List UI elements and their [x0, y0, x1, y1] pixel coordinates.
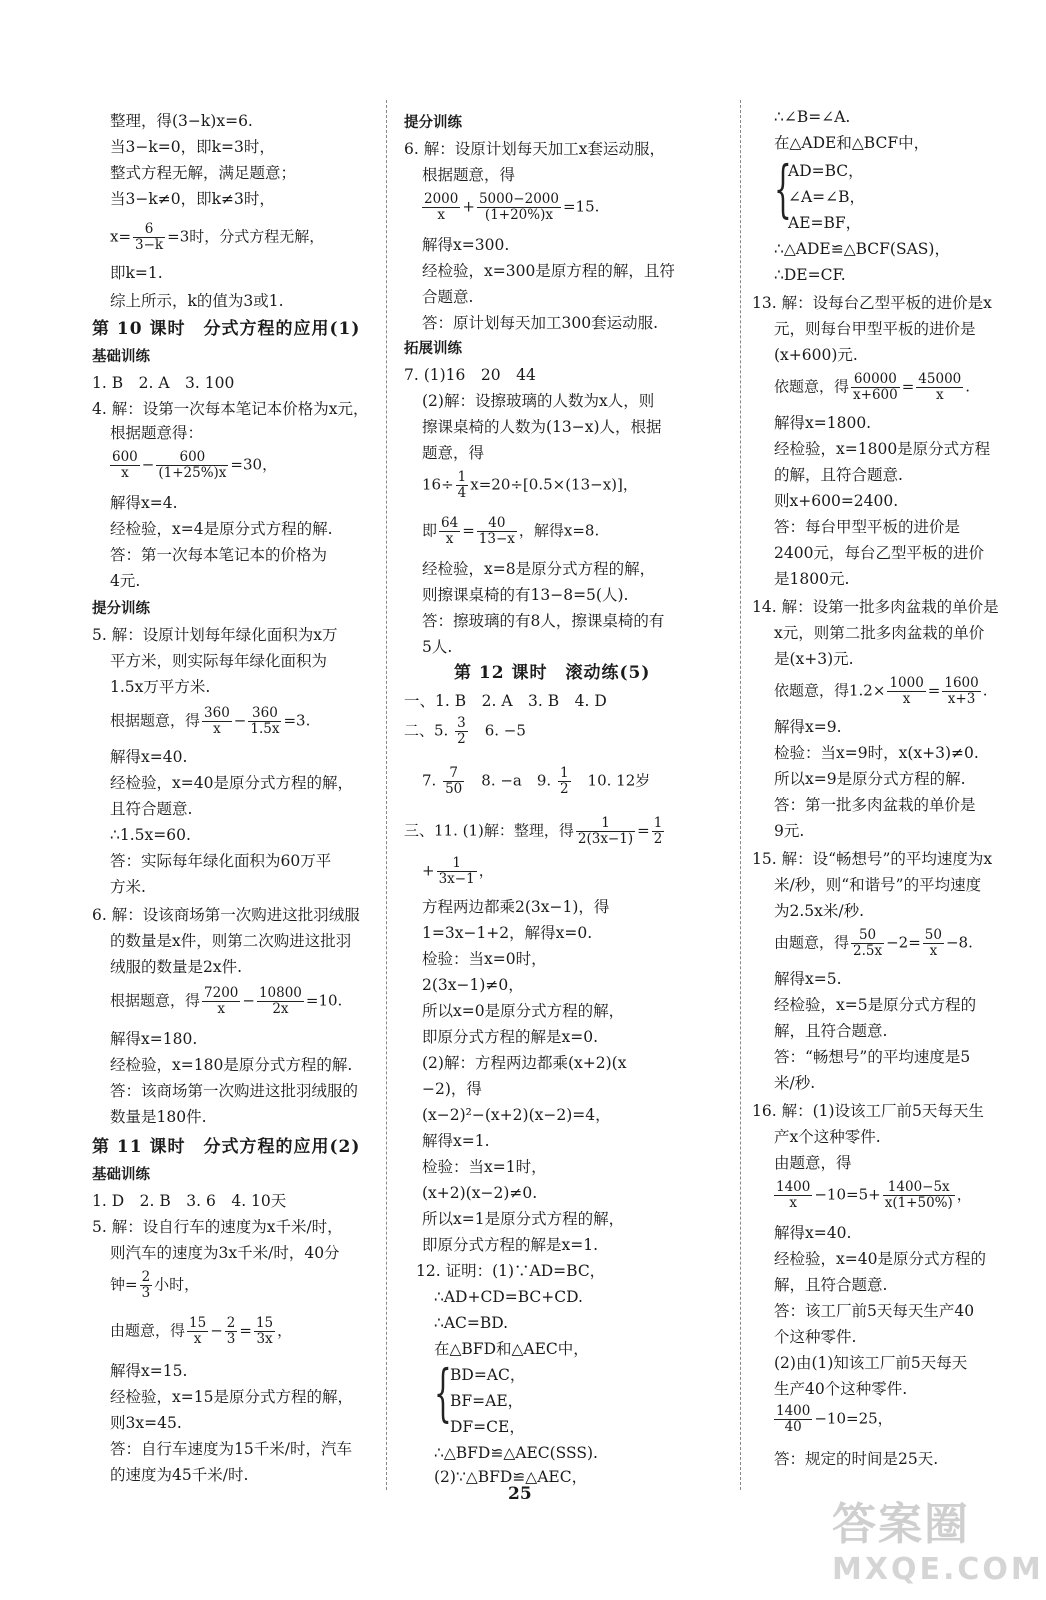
text-line: 5人. — [422, 638, 453, 656]
formula: $\frac{2000}{x}$ + $\frac{5000-2000}{(1+20\%)x}$ =15. — [424, 191, 600, 223]
text-line: 5. 解：设自行车的速度为x千米/时， — [92, 1218, 343, 1236]
text-line: 经检验，x=15是原分式方程的解， — [110, 1388, 353, 1406]
text-line: (2)解：设擦玻璃的人数为x人，则 — [422, 392, 655, 410]
text-line: 6. 解：设原计划每天加工x套运动服， — [404, 140, 665, 158]
text-line: 方程两边都乘2(3x−1)，得 — [422, 898, 610, 916]
text-line: 经检验，x=4是原分式方程的解. — [110, 520, 333, 538]
formula: 由题意，得 $\frac{50}{2.5x}$ −2= $\frac{50}{x}$ −8. — [774, 927, 973, 959]
text-line: 解得x=4. — [110, 494, 178, 512]
formula: $\frac{1400}{40}$ −10=25， — [776, 1403, 893, 1435]
text-line: 的速度为45千米/时. — [110, 1466, 249, 1484]
text-line: 解得x=15. — [110, 1362, 188, 1380]
text-line: 根据题意，得 — [422, 166, 516, 184]
text-line: DF=CE， — [450, 1418, 525, 1436]
text-line: AD=BC， — [788, 162, 864, 180]
subsection-heading: 提分训练 — [404, 114, 462, 131]
watermark-logo — [832, 1488, 1044, 1588]
text-line: ∴1.5x=60. — [110, 826, 191, 844]
text-line: 所以x=1是原分式方程的解， — [422, 1210, 625, 1228]
answer-line: 1. D 2. B 3. 6 4. 10天 — [92, 1192, 287, 1210]
text-line: 擦课桌椅的人数为(13−x)人，根据 — [422, 418, 662, 436]
text-line: 解，且符合题意. — [774, 1276, 888, 1294]
text-line: 个这种零件. — [774, 1328, 857, 1346]
text-line: 经检验，x=1800是原分式方程 — [774, 440, 991, 458]
text-line: 整式方程无解，满足题意； — [110, 164, 297, 182]
left-brace: { — [774, 152, 792, 225]
text-line: 13. 解：设每台乙型平板的进价是x — [752, 294, 992, 312]
column-separator-left — [386, 100, 387, 1490]
text-line: 答：“畅想号”的平均速度是5 — [774, 1048, 971, 1066]
text-line: 则3x=45. — [110, 1414, 182, 1432]
subsection-heading: 拓展训练 — [404, 340, 462, 357]
text-line: 的解，且符合题意. — [774, 466, 903, 484]
text-line: ∴AD+CD=BC+CD. — [434, 1288, 583, 1306]
text-line: 综上所示，k的值为3或1. — [110, 292, 284, 310]
formula: 根据题意，得 $\frac{7200}{x}$ − $\frac{10800}{2x}$ =10. — [110, 985, 343, 1017]
formula: + $\frac{1}{3x-1}$ ， — [422, 855, 494, 887]
text-line: BD=AC， — [450, 1366, 526, 1384]
text-line: 解得x=1800. — [774, 414, 872, 432]
watermark-text: 答案圈 — [832, 1499, 970, 1550]
text-line: 2(3x−1)≠0， — [422, 976, 524, 994]
answer-line: 一、1. B 2. A 3. B 4. D — [404, 692, 607, 710]
text-line: 绒服的数量是2x件. — [110, 958, 243, 976]
text-line: 16. 解：(1)设该工厂前5天每天生 — [752, 1102, 984, 1120]
text-line: 解得x=9. — [774, 718, 842, 736]
text-line: 答：原计划每天加工300套运动服. — [422, 314, 659, 332]
formula: $\frac{600}{x}$ − $\frac{600}{(1+25\%)x}$ =30， — [112, 449, 278, 481]
text-line: 则擦课桌椅的有13−8=5(人). — [422, 586, 629, 604]
text-line: 解得x=40. — [110, 748, 188, 766]
text-line: 经检验，x=180是原分式方程的解. — [110, 1056, 353, 1074]
text-line: 米/秒. — [774, 1074, 816, 1092]
text-line: (2)∵△BFD≌△AEC， — [434, 1468, 588, 1486]
formula: 根据题意，得 $\frac{360}{x}$ − $\frac{360}{1.5x}$ =3. — [110, 705, 311, 737]
text-line: 答：第一次每本笔记本的价格为 — [110, 546, 328, 564]
text-line: 所以x=0是原分式方程的解， — [422, 1002, 625, 1020]
formula: 16÷ $\frac{1}{4}$ x=20÷[0.5×(13−x)]， — [422, 469, 638, 501]
formula: 三、11. (1)解：整理，得 $\frac{1}{2(3x-1)}$ = $\frac{1}{2}$ — [404, 815, 663, 847]
text-line: 根据题意得： — [110, 424, 204, 442]
text-line: 即k=1. — [110, 264, 163, 282]
text-line: 合题意. — [422, 288, 474, 306]
text-line: 经检验，x=5是原分式方程的 — [774, 996, 977, 1014]
text-line: (2)由(1)知该工厂前5天每天 — [774, 1354, 968, 1372]
text-line: 数量是180件. — [110, 1108, 207, 1126]
formula: 依题意，得1.2× $\frac{1000}{x}$ = $\frac{1600}{x+3}$ . — [774, 675, 988, 707]
text-line: (2)解：方程两边都乘(x+2)(x — [422, 1054, 627, 1072]
text-line: 答：自行车速度为15千米/时，汽车 — [110, 1440, 352, 1458]
text-line: 当3−k=0，即k=3时， — [110, 138, 275, 156]
text-line: AE=BF， — [788, 214, 862, 232]
text-line: 整理，得(3−k)x=6. — [110, 112, 253, 130]
text-line: ∴AC=BD. — [434, 1314, 509, 1332]
text-line: 答：第一批多肉盆栽的单价是 — [774, 796, 976, 814]
text-line: 1=3x−1+2，解得x=0. — [422, 924, 593, 942]
text-line: 元，则每台甲型平板的进价是 — [774, 320, 976, 338]
text-line: 平方米，则实际每年绿化面积为 — [110, 652, 328, 670]
text-line: 经检验，x=300是原方程的解，且符 — [422, 262, 675, 280]
text-line: 7. (1)16 20 44 — [404, 366, 536, 384]
text-line: 即原分式方程的解是x=0. — [422, 1028, 599, 1046]
text-line: 是1800元. — [774, 570, 850, 588]
text-line: 答：该工厂前5天每天生产40 — [774, 1302, 975, 1320]
answer-line: 1. B 2. A 3. 100 — [92, 374, 235, 392]
text-line: 则汽车的速度为3x千米/时，40分 — [110, 1244, 340, 1262]
text-line: 解得x=40. — [774, 1224, 852, 1242]
text-line: 2400元，每台乙型平板的进价 — [774, 544, 984, 562]
text-line: 经检验，x=8是原分式方程的解， — [422, 560, 656, 578]
text-line: 即原分式方程的解是x=1. — [422, 1236, 599, 1254]
text-line: 15. 解：设“畅想号”的平均速度为x — [752, 850, 993, 868]
text-line: 解得x=5. — [774, 970, 842, 988]
text-line: (x−2)²−(x+2)(x−2)=4， — [422, 1106, 611, 1124]
text-line: 解得x=180. — [110, 1030, 198, 1048]
formula: 由题意，得 $\frac{15}{x}$ − $\frac{2}{3}$ = $\frac{15}{3x}$ ， — [110, 1315, 293, 1347]
text-line: 12. 证明：(1)∵AD=BC， — [416, 1262, 606, 1280]
text-line: 方米. — [110, 878, 146, 896]
text-line: 解得x=1. — [422, 1132, 490, 1150]
text-line: 解，且符合题意. — [774, 1022, 888, 1040]
page-number: 25 — [508, 1484, 532, 1504]
text-line: 当3−k≠0，即k≠3时， — [110, 190, 275, 208]
text-line: 14. 解：设第一批多肉盆栽的单价是 — [752, 598, 999, 616]
watermark-url: MXQE.COM — [832, 1552, 1044, 1587]
text-line: 检验：当x=0时， — [422, 950, 547, 968]
text-line: 经检验，x=40是原分式方程的 — [774, 1250, 986, 1268]
formula: x= $\frac{6}{3-k}$ =3时，分式方程无解， — [110, 221, 325, 253]
text-line: 4元. — [110, 572, 141, 590]
text-line: BF=AE， — [450, 1392, 524, 1410]
text-line: 检验：当x=9时，x(x+3)≠0. — [774, 744, 979, 762]
text-line: 9元. — [774, 822, 805, 840]
left-brace: { — [434, 1356, 452, 1429]
text-line: 产x个这种零件. — [774, 1128, 881, 1146]
text-line: (x+2)(x−2)≠0. — [422, 1184, 538, 1202]
text-line: 为2.5x米/秒. — [774, 902, 865, 920]
text-line: 则x+600=2400. — [774, 492, 899, 510]
section-heading: 第 11 课时 分式方程的应用(2) — [92, 1137, 361, 1157]
text-line: 答：每台甲型平板的进价是 — [774, 518, 961, 536]
text-line: 答：该商场第一次购进这批羽绒服的 — [110, 1082, 359, 1100]
text-line: ∴△BFD≌△AEC(SSS). — [434, 1444, 598, 1462]
text-line: 的数量是x件，则第二次购进这批羽 — [110, 932, 352, 950]
section-heading: 第 12 课时 滚动练(5) — [454, 663, 651, 683]
text-line: 5. 解：设原计划每年绿化面积为x万 — [92, 626, 338, 644]
column-separator-right — [740, 100, 741, 1490]
formula: 二、5. $\frac{3}{2}$ 6. −5 — [404, 715, 526, 747]
text-line: 检验：当x=1时， — [422, 1158, 547, 1176]
text-line: 由题意，得 — [774, 1154, 852, 1172]
text-line: (x+600)元. — [774, 346, 858, 364]
text-line: 1.5x万平方米. — [110, 678, 211, 696]
text-line: −2)，得 — [422, 1080, 482, 1098]
section-heading: 第 10 课时 分式方程的应用(1) — [92, 319, 361, 339]
text-line: 答：实际每年绿化面积为60万平 — [110, 852, 332, 870]
text-line: 题意，得 — [422, 444, 485, 462]
text-line: 生产40个这种零件. — [774, 1380, 908, 1398]
formula: 7. $\frac{7}{50}$ 8. −a 9. $\frac{1}{2}$ 10. 12岁 — [422, 765, 651, 797]
formula: 钟= $\frac{2}{3}$ 小时， — [110, 1269, 200, 1301]
text-line: 是(x+3)元. — [774, 650, 854, 668]
text-line: 所以x=9是原分式方程的解. — [774, 770, 966, 788]
text-line: ∠A=∠B， — [788, 188, 866, 206]
text-line: 答：规定的时间是25天. — [774, 1450, 939, 1468]
formula: 依题意，得 $\frac{60000}{x+600}$ = $\frac{45000}{x}$ . — [774, 371, 971, 403]
text-line: 在△BFD和△AEC中， — [434, 1340, 589, 1358]
text-line: ∴△ADE≌△BCF(SAS)， — [774, 240, 950, 258]
text-line: 在△ADE和△BCF中， — [774, 134, 930, 152]
formula: $\frac{1400}{x}$ −10=5+ $\frac{1400-5x}{x(1+50\%)}$ ， — [776, 1179, 972, 1211]
text-line: 米/秒，则“和谐号”的平均速度 — [774, 876, 982, 894]
text-line: ∴∠B=∠A. — [774, 108, 851, 126]
text-line: 解得x=300. — [422, 236, 510, 254]
text-line: 且符合题意. — [110, 800, 193, 818]
subsection-heading: 基础训练 — [92, 1166, 150, 1183]
text-line: 答：擦玻璃的有8人，擦课桌椅的有 — [422, 612, 665, 630]
text-line: 经检验，x=40是原分式方程的解， — [110, 774, 353, 792]
text-line: ∴DE=CF. — [774, 266, 846, 284]
text-line: 4. 解：设第一次每本笔记本价格为x元， — [92, 400, 369, 418]
subsection-heading: 提分训练 — [92, 600, 150, 617]
text-line: 6. 解：设该商场第一次购进这批羽绒服 — [92, 906, 360, 924]
text-line: x元，则第二批多肉盆栽的单价 — [774, 624, 985, 642]
formula: 即 $\frac{64}{x}$ = $\frac{40}{13-x}$ ，解得x=8. — [422, 515, 600, 547]
subsection-heading: 基础训练 — [92, 348, 150, 365]
